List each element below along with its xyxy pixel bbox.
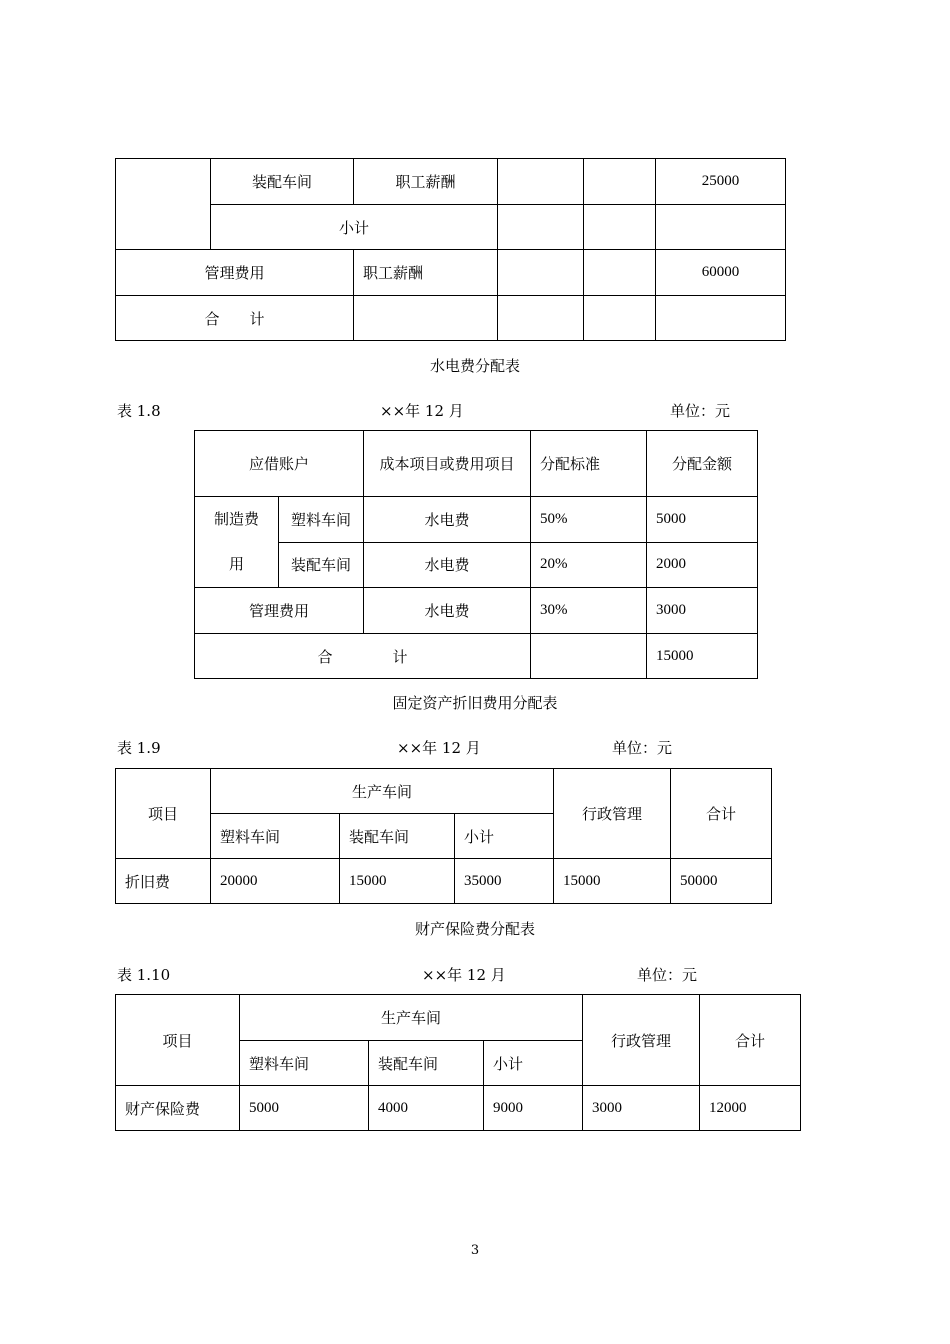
group-label-cell: [195, 497, 279, 588]
group-label-line: 制造费: [213, 510, 259, 528]
sub-header: 塑料车间: [240, 1041, 369, 1086]
item-cell: 职工薪酬: [354, 159, 498, 205]
table-title: 财产保险费分配表: [414, 920, 535, 938]
item-cell: 水电费: [364, 542, 531, 588]
table-unit: 单位：元: [612, 739, 673, 757]
value-cell: 3000: [583, 1086, 700, 1131]
dept-cell: 塑料车间: [279, 497, 364, 543]
value-cell: 4000: [369, 1086, 484, 1131]
empty-cell: [354, 296, 498, 341]
amount-cell: 2000: [647, 542, 758, 588]
group-header: 生产车间: [211, 769, 554, 814]
total-header: 合计: [671, 769, 772, 859]
ratio-cell: 50%: [531, 497, 647, 543]
item-header: 项目: [116, 995, 240, 1086]
admin-header: 行政管理: [583, 995, 700, 1086]
total-amount: 15000: [647, 634, 758, 679]
salary-table-continuation: [115, 158, 786, 341]
group-label-line: 用: [228, 555, 244, 573]
merged-cell: [116, 159, 211, 250]
dept-cell: 装配车间: [211, 159, 354, 205]
value-cell: 9000: [484, 1086, 583, 1131]
ratio-cell: 30%: [531, 588, 647, 634]
value-cell: 5000: [240, 1086, 369, 1131]
table-date: ××年 12 月: [422, 966, 506, 984]
empty-cell: [498, 205, 584, 250]
table-unit: 单位：元: [637, 966, 698, 984]
empty-cell: [656, 296, 786, 341]
ratio-cell: 20%: [531, 542, 647, 588]
admin-header: 行政管理: [554, 769, 671, 859]
item-header: 项目: [116, 769, 211, 859]
empty-cell: [498, 296, 584, 341]
utility-allocation-table: [194, 430, 758, 679]
empty-cell: [531, 634, 647, 679]
table-date: ××年 12 月: [380, 402, 464, 420]
row-label: 财产保险费: [116, 1086, 240, 1131]
table-date: ××年 12 月: [397, 739, 481, 757]
empty-cell: [584, 296, 656, 341]
header-cell: 分配标准: [531, 431, 647, 497]
table-title: 水电费分配表: [429, 357, 520, 375]
empty-cell: [584, 205, 656, 250]
sub-header: 小计: [484, 1041, 583, 1086]
amount-cell: 60000: [656, 250, 786, 296]
dept-cell: 管理费用: [195, 588, 364, 634]
item-cell: 水电费: [364, 497, 531, 543]
value-cell: 12000: [700, 1086, 801, 1131]
table-title: 固定资产折旧费用分配表: [392, 694, 558, 712]
amount-cell: 5000: [647, 497, 758, 543]
empty-cell: [656, 205, 786, 250]
subtotal-label: 小计: [211, 205, 498, 250]
header-cell: 成本项目或费用项目: [364, 431, 531, 497]
empty-cell: [584, 250, 656, 296]
item-cell: 职工薪酬: [354, 250, 498, 296]
insurance-allocation-table: [115, 994, 801, 1131]
table-unit: 单位：元: [670, 402, 731, 420]
dept-cell: 装配车间: [279, 542, 364, 588]
sub-header: 装配车间: [340, 814, 455, 859]
sub-header: 塑料车间: [211, 814, 340, 859]
total-label: 合 计: [195, 634, 531, 679]
dept-cell: 管理费用: [116, 250, 354, 296]
value-cell: 35000: [455, 859, 554, 904]
header-cell: 应借账户: [195, 431, 364, 497]
value-cell: 15000: [340, 859, 455, 904]
sub-header: 装配车间: [369, 1041, 484, 1086]
empty-cell: [498, 250, 584, 296]
value-cell: 15000: [554, 859, 671, 904]
empty-cell: [584, 159, 656, 205]
depreciation-allocation-table: [115, 768, 772, 904]
item-cell: 水电费: [364, 588, 531, 634]
header-cell: 分配金额: [647, 431, 758, 497]
value-cell: 20000: [211, 859, 340, 904]
total-header: 合计: [700, 995, 801, 1086]
total-label: 合 计: [116, 296, 354, 341]
table-number: 表 1.10: [117, 966, 171, 984]
amount-cell: 25000: [656, 159, 786, 205]
table-number: 表 1.9: [117, 739, 161, 757]
empty-cell: [498, 159, 584, 205]
sub-header: 小计: [455, 814, 554, 859]
group-header: 生产车间: [240, 995, 583, 1041]
amount-cell: 3000: [647, 588, 758, 634]
page-number: 3: [470, 1243, 480, 1258]
row-label: 折旧费: [116, 859, 211, 904]
table-number: 表 1.8: [117, 402, 161, 420]
value-cell: 50000: [671, 859, 772, 904]
